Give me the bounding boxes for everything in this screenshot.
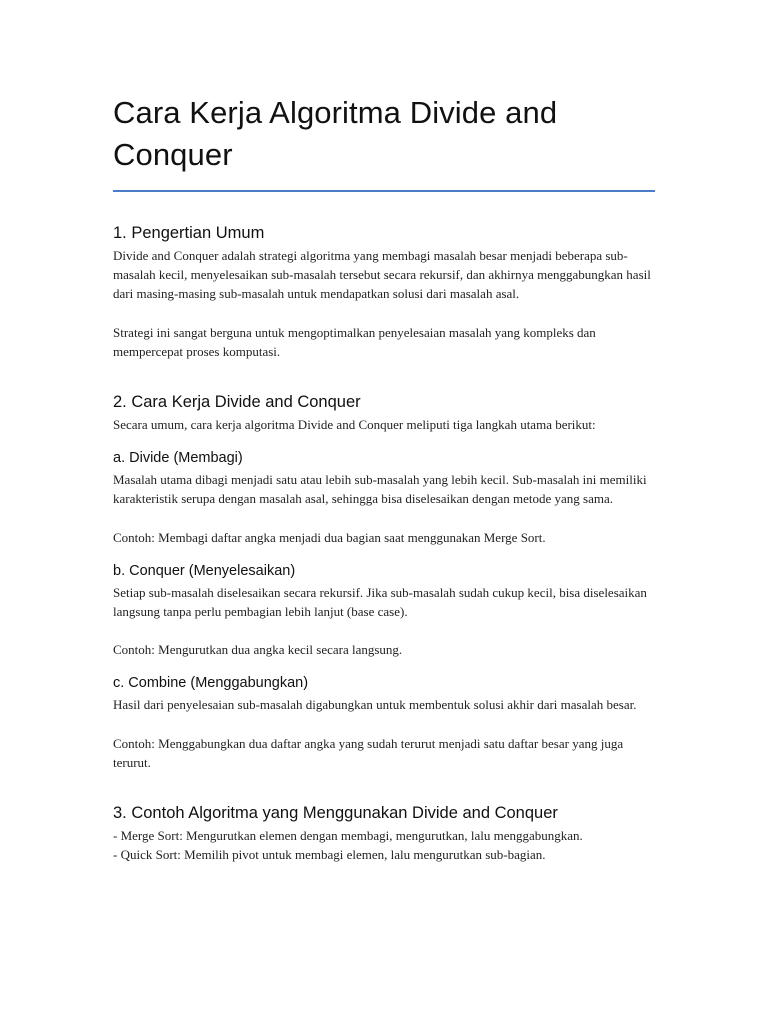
title-underline: [113, 190, 655, 192]
paragraph: Strategi ini sangat berguna untuk mengoptimalkan penyelesaian masalah yang kompleks dan mempercepat proses komputasi.: [113, 324, 596, 359]
section-heading-pengertian: 1. Pengertian Umum: [113, 224, 265, 242]
step-heading-divide: a. Divide (Membagi): [113, 450, 243, 467]
section-heading-contoh-algoritma: 3. Contoh Algoritma yang Menggunakan Divide and Conquer: [113, 804, 558, 823]
list-item: - Merge Sort: Mengurutkan elemen dengan membagi, mengurutkan, lalu menggabungkan.: [113, 828, 583, 844]
paragraph: Hasil dari penyelesaian sub-masalah digabungkan untuk membentuk solusi akhir dari masalah besar.: [113, 697, 637, 713]
paragraph: Masalah utama dibagi menjadi satu atau lebih sub-masalah yang lebih kecil. Sub-masalah ini memiliki karakteristik serupa dengan masalah asal, sehingga bisa diselesaikan dengan metode yang sama.: [113, 472, 647, 507]
section-heading-cara-kerja: 2. Cara Kerja Divide and Conquer: [113, 393, 361, 412]
example-paragraph: Contoh: Membagi daftar angka menjadi dua bagian saat menggunakan Merge Sort.: [113, 529, 546, 545]
example-paragraph: Contoh: Mengurutkan dua angka kecil secara langsung.: [113, 642, 403, 658]
step-heading-combine: c. Combine (Menggabungkan): [113, 675, 309, 692]
paragraph: Secara umum, cara kerja algoritma Divide and Conquer meliputi tiga langkah utama berikut:: [113, 417, 596, 433]
list-item: - Quick Sort: Memilih pivot untuk membagi elemen, lalu mengurutkan sub-bagian.: [113, 847, 546, 863]
document-page: [113, 92, 658, 864]
example-paragraph: Contoh: Menggabungkan dua daftar angka yang sudah terurut menjadi satu daftar besar yang juga terurut.: [113, 735, 624, 770]
document-title: Cara Kerja Algoritma Divide and Conquer: [113, 95, 558, 172]
step-heading-conquer: b. Conquer (Menyelesaikan): [113, 562, 296, 579]
paragraph: Setiap sub-masalah diselesaikan secara rekursif. Jika sub-masalah sudah cukup kecil, bisa diselesaikan langsung tanpa perlu pembagian lebih lanjut (base case).: [113, 584, 647, 620]
paragraph: Divide and Conquer adalah strategi algoritma yang membagi masalah besar menjadi beberapa sub-masalah kecil, menyelesaikan sub-masalah tersebut secara rekursif, dan akhirnya menggabungkan hasil dari masing-masing sub-masalah untuk mendapatkan solusi dari masalah asal.: [113, 248, 651, 302]
